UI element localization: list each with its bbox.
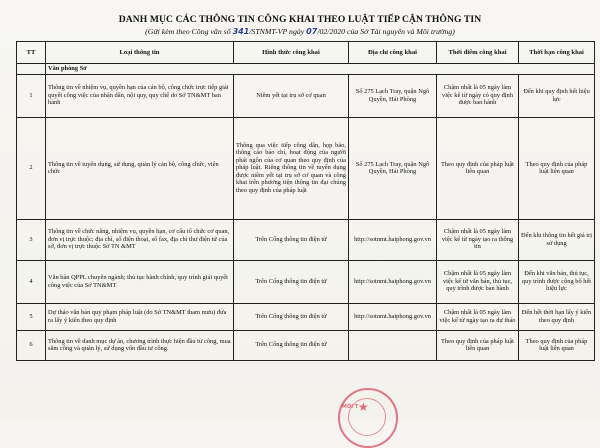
header-type: Loại thông tin — [46, 42, 234, 64]
row-tt: 6 — [17, 330, 46, 360]
row-type: Thông tin về nhiệm vụ, quyền hạn của cán bộ, công chức trực tiếp giải quyết công việc của nhân dân, nội quy, quy chế do Sở TN&MT ban hành — [46, 74, 234, 117]
table-row — [17, 74, 595, 117]
table-header-row — [17, 42, 595, 64]
row-address: http://sotnmt.haiphong.gov.vn — [349, 303, 437, 330]
header-form: Hình thức công khai — [234, 42, 349, 64]
row-limit: Đến khi thông tin hết giá trị sử dụng — [519, 219, 595, 260]
row-address: Số 275 Lạch Tray, quận Ngô Quyền, Hải Phòng — [349, 117, 437, 219]
row-limit: Đến khi quy định hết hiệu lực — [519, 74, 595, 117]
info-table — [16, 41, 595, 361]
row-time: Chậm nhất là 05 ngày làm việc kể từ ngày có quy định được ban hành — [437, 74, 519, 117]
table-row — [17, 260, 595, 303]
row-address: http://sotnmt.haiphong.gov.vn — [349, 260, 437, 303]
row-form: Trên Cổng thông tin điện tử — [234, 303, 349, 330]
row-time: Chậm nhất là 05 ngày làm việc kể từ văn bản, thủ tục, quy trình được ban hành — [437, 260, 519, 303]
subtitle-prefix: (Gửi kèm theo Công văn số — [145, 27, 231, 36]
row-tt: 5 — [17, 303, 46, 330]
row-form: Trên Cổng thông tin điện tử — [234, 260, 349, 303]
seal-star-icon: ★ — [358, 400, 369, 414]
row-tt: 3 — [17, 219, 46, 260]
header-limit: Thời hạn công khai — [519, 42, 595, 64]
header-tt: TT — [17, 42, 46, 64]
row-address: Số 275 Lạch Tray, quận Ngô Quyền, Hải Phòng — [349, 74, 437, 117]
row-limit: Theo quy định của pháp luật liên quan — [519, 117, 595, 219]
row-type: Văn bản QPPL chuyên ngành; thủ tục hành chính, quy trình giải quyết công việc của Sở TN&MT — [46, 260, 234, 303]
table-row — [17, 330, 595, 360]
row-tt: 4 — [17, 260, 46, 303]
table-row — [17, 117, 595, 219]
row-form: Trên Cổng thông tin điện tử — [234, 219, 349, 260]
row-form: Trên Cổng thông tin điện tử — [234, 330, 349, 360]
row-form: Thông qua việc tiếp công dân, họp báo, thông cáo báo chí, hoạt động của người phát ngôn của cơ quan theo quy định của pháp luật. Riêng thông tin về tuyển dụng được niêm yết tại trụ sở cơ quan và công khai trên phương tiện thông tin đại chúng theo quy định của pháp luật — [234, 117, 349, 219]
row-limit: Theo quy định của pháp luật liên quan — [519, 330, 595, 360]
handwritten-doc-day: 07 — [306, 27, 318, 36]
row-address: http://sotnmt.haiphong.gov.vn — [349, 219, 437, 260]
section-row — [17, 64, 595, 75]
row-type: Thông tin về tuyển dụng, sử dụng, quản lý cán bộ, công chức, viên chức — [46, 117, 234, 219]
header-time: Thời điểm công khai — [437, 42, 519, 64]
table-row — [17, 219, 595, 260]
row-limit: Đến hết thời hạn lấy ý kiến theo quy định — [519, 303, 595, 330]
row-time: Chậm nhất là 05 ngày làm việc kể từ ngày tạo ra dự thảo — [437, 303, 519, 330]
row-type: Thông tin về chức năng, nhiệm vụ, quyền hạn, cơ cấu tổ chức cơ quan, đơn vị trực thuộc; địa chỉ, số điện thoại, số fax, địa chỉ thư điện tử của sở, đơn vị trực thuộc Sở TN &MT — [46, 219, 234, 260]
row-tt: 2 — [17, 117, 46, 219]
row-type: Thông tin về danh mục dự án, chương trình thực hiện đầu tư công, mua sắm công và quản lý, sử dụng vốn đầu tư công. — [46, 330, 234, 360]
document-title: DANH MỤC CÁC THÔNG TIN CÔNG KHAI THEO LUẬT TIẾP CẬN THÔNG TIN — [118, 14, 482, 25]
row-form: Niêm yết tại trụ sở cơ quan — [234, 74, 349, 117]
seal-text: MÔI T — [342, 404, 359, 410]
document-subtitle — [0, 27, 600, 36]
row-time: Theo quy định của pháp luật liên quan — [437, 117, 519, 219]
row-time: Chậm nhất là 05 ngày làm việc kể từ ngày tạo ra thông tin — [437, 219, 519, 260]
row-tt: 1 — [17, 74, 46, 117]
row-address — [349, 330, 437, 360]
row-type: Dự thảo văn bản quy phạm pháp luật (do Sở TN&MT tham mưu) đưa ra lấy ý kiến theo quy định — [46, 303, 234, 330]
section-label: Văn phòng Sở — [46, 64, 595, 75]
row-limit: Đến khi văn bản, thủ tục, quy trình được công bố hết hiệu lực — [519, 260, 595, 303]
subtitle-suffix: /02/2020 của Sở Tài nguyên và Môi trường) — [317, 27, 455, 36]
table-row — [17, 303, 595, 330]
header-address: Địa chỉ công khai — [349, 42, 437, 64]
row-time: Theo quy định của pháp luật liên quan — [437, 330, 519, 360]
subtitle-mid: /STNMT-VP ngày — [249, 27, 305, 36]
handwritten-doc-number: 341 — [232, 27, 250, 36]
